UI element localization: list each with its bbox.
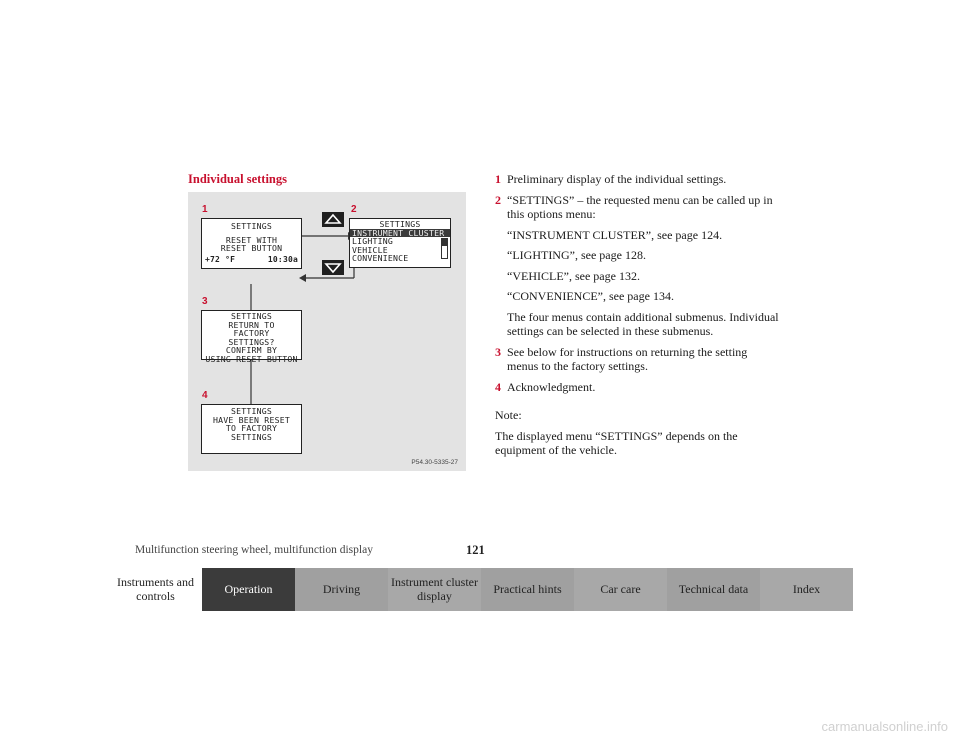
item-text: “SETTINGS” – the requested menu can be called up in this options menu: [507,192,773,221]
display-preliminary [201,218,302,269]
display-return-to-factory [201,310,302,364]
display4-line: SETTINGS [230,406,273,416]
display4-line: TO FACTORY [225,423,278,434]
submenu-description: The four menus contain additional submenus. Individual settings can be selected in these submenus. [507,309,779,338]
display3-line: SETTINGS [230,311,273,321]
display1-line: RESET BUTTON [220,243,283,254]
display1-line: SETTINGS [230,221,273,231]
display4-line: SETTINGS [230,431,273,442]
note-text: The displayed menu “SETTINGS” depends on the equipment of the vehicle. [495,428,738,457]
settings-figure [188,192,466,471]
display1-line: RESET WITH [225,234,278,245]
down-arrow-button-icon [322,260,344,275]
submenu-reference: “LIGHTING”, see page 128. [507,248,646,262]
tab-index[interactable]: Index [760,568,853,611]
list-item [495,172,780,187]
display-settings-menu [349,218,451,268]
display3-line: FACTORY [233,328,270,339]
up-arrow-button-icon [322,212,344,227]
display2-title: SETTINGS [379,219,421,229]
tab-instrument-cluster-display[interactable]: Instrument cluster display [388,568,481,611]
callout-1: 1 [202,204,208,215]
item-number: 3 [495,344,501,359]
chapter-tabs [109,568,853,611]
display1-status [202,256,301,265]
note-label: Note: [495,408,522,422]
description-list [495,172,780,400]
tab-car-care[interactable]: Car care [574,568,667,611]
display2-selected-option: INSTRUMENT CLUSTER [350,229,450,238]
list-item [495,380,780,395]
section-title: Individual settings [188,172,287,186]
running-head: Multifunction steering wheel, multifunction display [135,544,373,556]
page-number: 121 [466,543,485,557]
list-item [495,345,780,374]
display2-option: VEHICLE [352,244,388,255]
watermark: carmanualsonline.info [821,719,948,734]
list-item [495,193,780,222]
tab-driving[interactable]: Driving [295,568,388,611]
callout-3: 3 [202,296,208,307]
display3-line: RETURN TO [228,319,275,330]
callout-2: 2 [351,204,357,215]
display3-line: CONFIRM BY [225,345,278,356]
temperature-readout: +72 °F [205,254,236,264]
display-acknowledgment [201,404,302,454]
item-text: See below for instructions on returning the setting menus to the factory settings. [507,344,748,373]
tab-technical-data[interactable]: Technical data [667,568,760,611]
figure-code: P54.30-5335-27 [411,459,458,466]
item-number: 1 [495,172,501,186]
display3-line: USING RESET BUTTON [205,353,298,364]
scrollbar-thumb [442,239,447,246]
tab-instruments-and-controls[interactable]: Instruments and controls [109,568,202,611]
tab-practical-hints[interactable]: Practical hints [481,568,574,611]
item-number: 2 [495,192,501,207]
item-text: Acknowledgment. [507,379,596,394]
tab-operation[interactable]: Operation [202,568,295,611]
menu-scrollbar [441,238,448,259]
display2-option: LIGHTING [352,236,394,247]
submenu-reference: “VEHICLE”, see page 132. [507,268,640,283]
item-text: Preliminary display of the individual settings. [507,172,727,186]
callout-4: 4 [202,390,208,401]
note-block [495,408,780,464]
display3-line: SETTINGS? [228,336,275,347]
time-readout: 10:30a [267,254,298,264]
submenu-reference: “CONVENIENCE”, see page 134. [507,289,674,303]
display4-line: HAVE BEEN RESET [213,414,290,425]
submenu-reference: “INSTRUMENT CLUSTER”, see page 124. [507,227,723,242]
item-number: 4 [495,379,501,394]
display2-option: CONVENIENCE [352,253,409,264]
